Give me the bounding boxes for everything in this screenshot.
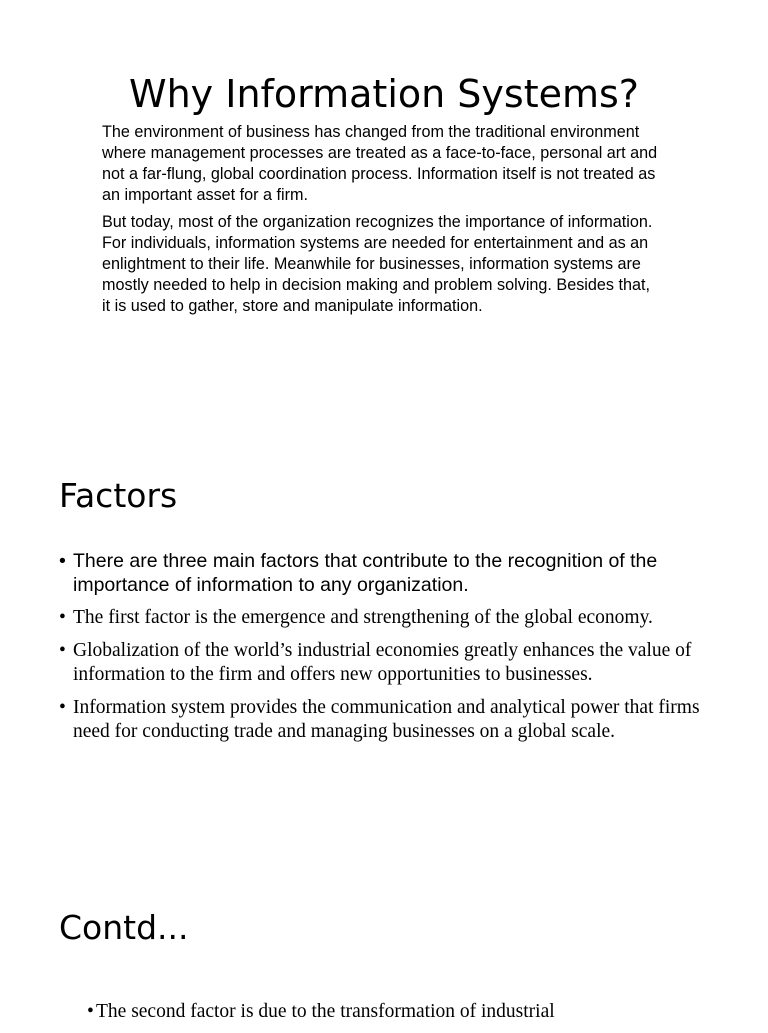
intro-paragraph: The environment of business has changed from the traditional environment where management processes are treated as a face-to-face, personal art and not a far-flung, global coordination process. Information itself is not treated as an important asset for a firm. <box>102 123 658 204</box>
slide-factors <box>0 460 768 880</box>
bullet-icon: • <box>59 607 66 628</box>
bullet-text: There are three main factors that contribute to the recognition of the importance of information to any organization. <box>73 550 658 596</box>
slide-why-information-systems <box>0 0 768 400</box>
slide-title: Why Information Systems? <box>129 72 639 116</box>
bullet-item <box>87 1000 727 1024</box>
bullet-icon: • <box>59 697 66 718</box>
bullet-text: The first factor is the emergence and strengthening of the global economy. <box>73 607 653 628</box>
slide-title: Factors <box>59 476 178 515</box>
bullet-text: Information system provides the communication and analytical power that firms need for conducting trade and managing businesses on a global scale. <box>73 697 700 742</box>
bullet-item <box>59 639 719 687</box>
bullet-list <box>87 1000 727 1033</box>
slide-contd <box>0 900 768 1024</box>
bullet-item <box>59 606 719 630</box>
bullet-list <box>59 549 719 753</box>
bullet-text: Globalization of the world’s industrial economies greatly enhances the value of information to the firm and offers new opportunities to businesses. <box>73 640 692 685</box>
bullet-icon: • <box>87 1001 94 1022</box>
bullet-text: The second factor is due to the transformation of industrial <box>96 1001 555 1022</box>
slide-title: Contd... <box>59 908 189 947</box>
bullet-item <box>59 549 719 597</box>
bullet-item <box>59 696 719 744</box>
bullet-icon: • <box>59 640 66 661</box>
bullet-icon: • <box>59 550 66 572</box>
intro-paragraph: But today, most of the organization recognizes the importance of information. For individuals, information systems are needed for entertainment and as an enlightment to their life. Meanwhile for businesses, information systems are mostly needed to help in decision making and problem solving. Besides that, it is used to gather, store and manipulate information. <box>102 213 653 315</box>
intro-text <box>102 122 662 323</box>
